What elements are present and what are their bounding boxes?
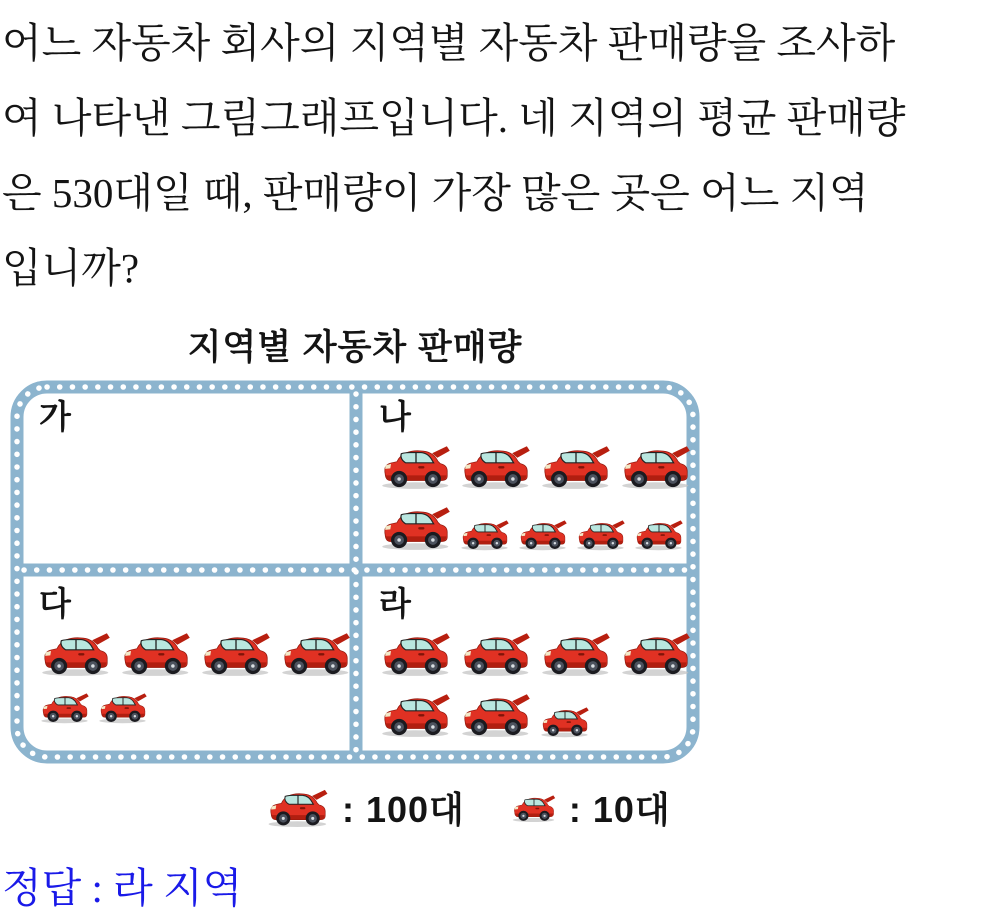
car-large-icon — [266, 787, 330, 828]
car-large-icon — [379, 443, 453, 490]
car-small-icon — [575, 518, 627, 551]
car-large-icon — [279, 630, 353, 677]
car-large-icon — [459, 443, 533, 490]
car-row — [379, 504, 684, 551]
car-small-icon — [97, 691, 149, 724]
car-large-icon — [619, 443, 693, 490]
legend-label-large: : 100대 — [342, 789, 465, 830]
car-large-icon — [119, 630, 193, 677]
car-large-icon — [459, 691, 533, 738]
chart-legend — [266, 782, 993, 833]
car-large-icon — [619, 630, 693, 677]
chart-title: 지역별 자동차 판매량 — [187, 328, 523, 367]
car-row — [379, 443, 684, 490]
region-cell-ra — [366, 580, 684, 750]
car-row — [39, 691, 344, 724]
pictograph-grid — [10, 380, 700, 764]
legend-label-small: : 10대 — [568, 789, 671, 830]
region-label-na: 나 — [379, 398, 411, 435]
car-small-icon — [539, 705, 591, 738]
car-large-icon — [379, 630, 453, 677]
region-cell-da — [26, 580, 344, 750]
car-small-icon — [517, 518, 569, 551]
problem-line-4: 입니까? — [2, 245, 140, 291]
car-large-icon — [199, 630, 273, 677]
car-large-icon — [379, 691, 453, 738]
region-label-ra: 라 — [379, 585, 411, 622]
problem-line-2: 여 나타낸 그림그래프입니다. 네 지역의 평균 판매량 — [2, 95, 906, 141]
problem-line-3: 은 530대일 때, 판매량이 가장 많은 곳은 어느 지역 — [2, 170, 869, 216]
car-row — [379, 630, 684, 677]
car-small-icon — [39, 691, 91, 724]
region-label-ga: 가 — [39, 398, 71, 435]
region-label-da: 다 — [39, 585, 71, 622]
car-row — [39, 630, 344, 677]
car-large-icon — [379, 504, 453, 551]
region-cell-na — [366, 393, 684, 561]
car-row — [379, 691, 684, 738]
problem-line-1: 어느 자동차 회사의 지역별 자동차 판매량을 조사하 — [2, 20, 896, 66]
region-cell-ga — [26, 393, 344, 561]
car-large-icon — [459, 630, 533, 677]
answer-text: 정답 : 라 지역 — [2, 865, 243, 911]
car-large-icon — [539, 443, 613, 490]
car-small-icon — [511, 793, 557, 823]
pictograph-chart — [0, 320, 993, 833]
region-cars-da — [39, 630, 344, 724]
car-large-icon — [539, 630, 613, 677]
car-large-icon — [39, 630, 113, 677]
region-cars-ra — [379, 630, 684, 738]
car-small-icon — [459, 518, 511, 551]
problem-text — [0, 0, 993, 306]
region-cars-na — [379, 443, 684, 551]
car-small-icon — [633, 518, 685, 551]
